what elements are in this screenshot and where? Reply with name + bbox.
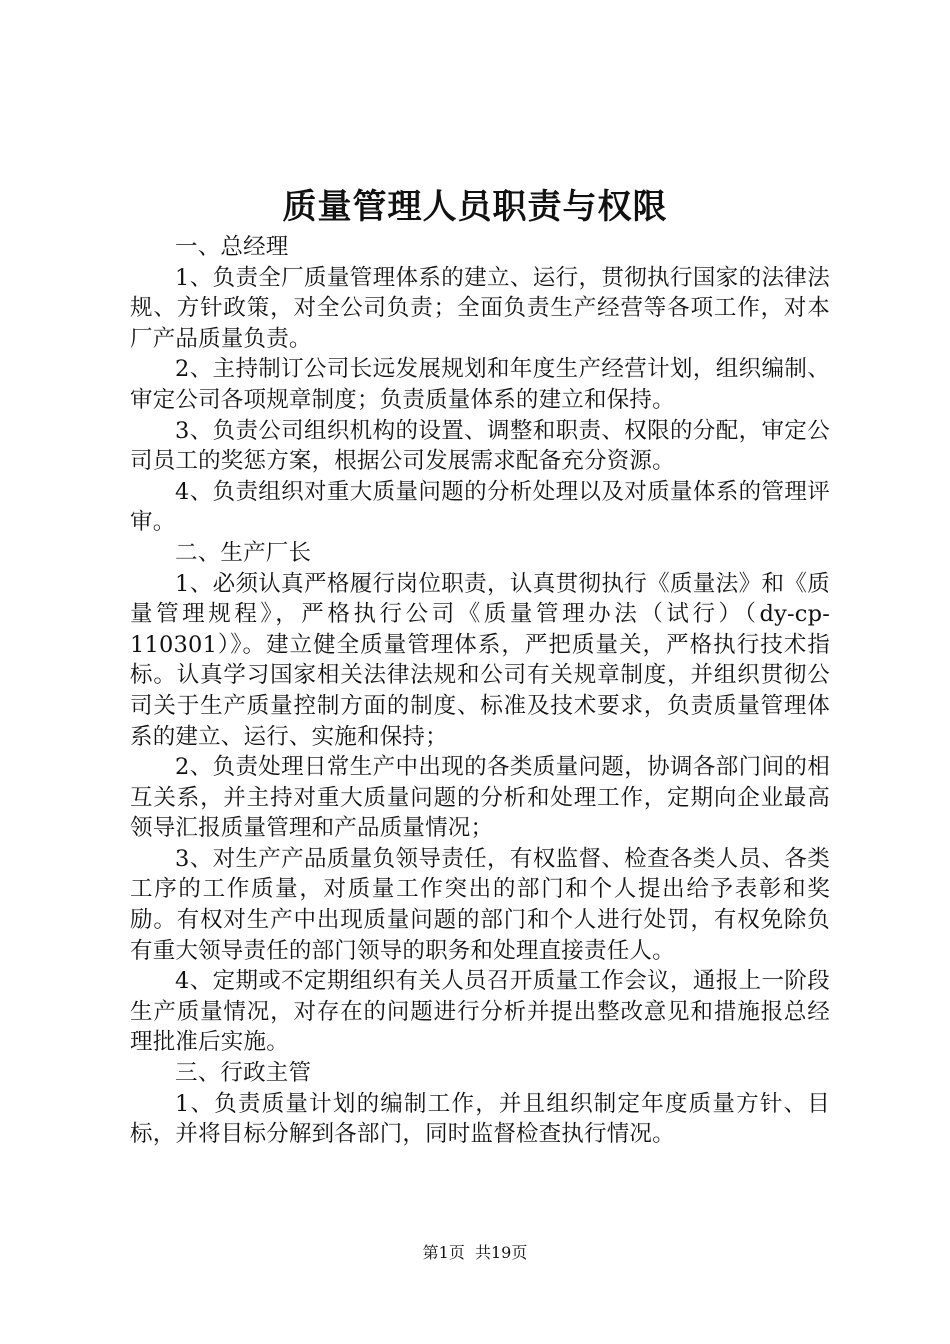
paragraph: 3、负责公司组织机构的设置、调整和职责、权限的分配，审定公司员工的奖惩方案，根据公司发展需求配备充分资源。 bbox=[130, 417, 830, 475]
section-heading-general-manager: 一、总经理 bbox=[175, 234, 289, 260]
paragraph: 1、必须认真严格履行岗位职责，认真贯彻执行《质量法》和《质量管理规程》，严格执行公司《质量管理办法（试行）（dy-cp-110301）》。建立健全质量管理体系，严把质量关，严格执行技术指标。认真学习国家相关法律法规和公司有关规章制度，并组织贯彻公司关于生产质量控制方面的制度、标准及技术要求，负责质量管理体系的建立、运行、实施和保持； bbox=[130, 570, 830, 750]
section-heading-production-manager: 二、生产厂长 bbox=[175, 539, 312, 566]
paragraph: 4、负责组织对重大质量问题的分析处理以及对质量体系的管理评审。 bbox=[130, 478, 830, 536]
section-heading-admin-supervisor: 三、行政主管 bbox=[175, 1060, 312, 1087]
paragraph: 2、负责处理日常生产中出现的各类质量问题，协调各部门间的相互关系，并主持对重大质量问题的分析和处理工作，定期向企业最高领导汇报质量管理和产品质量情况； bbox=[130, 754, 830, 842]
paragraph: 3、对生产产品质量负领导责任，有权监督、检查各类人员、各类工序的工作质量，对质量工作突出的部门和个人提出给予表彰和奖励。有权对生产中出现质量问题的部门和个人进行处罚，有权免除负有重大领导责任的部门领导的职务和处理直接责任人。 bbox=[130, 845, 830, 964]
page-number: 第1页 共19页 bbox=[422, 1243, 528, 1262]
document-body bbox=[130, 232, 830, 1150]
paragraph: 1、负责全厂质量管理体系的建立、运行，贯彻执行国家的法律法规、方针政策，对全公司负责；全面负责生产经营等各项工作，对本厂产品质量负责。 bbox=[130, 264, 830, 352]
document-title: 质量管理人员职责与权限 bbox=[282, 187, 668, 227]
paragraph: 1、负责质量计划的编制工作，并且组织制定年度质量方针、目标，并将目标分解到各部门，同时监督检查执行情况。 bbox=[130, 1090, 830, 1148]
paragraph: 4、定期或不定期组织有关人员召开质量工作会议，通报上一阶段生产质量情况，对存在的问题进行分析并提出整改意见和措施报总经理批准后实施。 bbox=[130, 968, 830, 1056]
paragraph: 2、主持制订公司长远发展规划和年度生产经营计划，组织编制、审定公司各项规章制度；负责质量体系的建立和保持。 bbox=[130, 356, 830, 413]
page-footer bbox=[0, 1242, 950, 1264]
